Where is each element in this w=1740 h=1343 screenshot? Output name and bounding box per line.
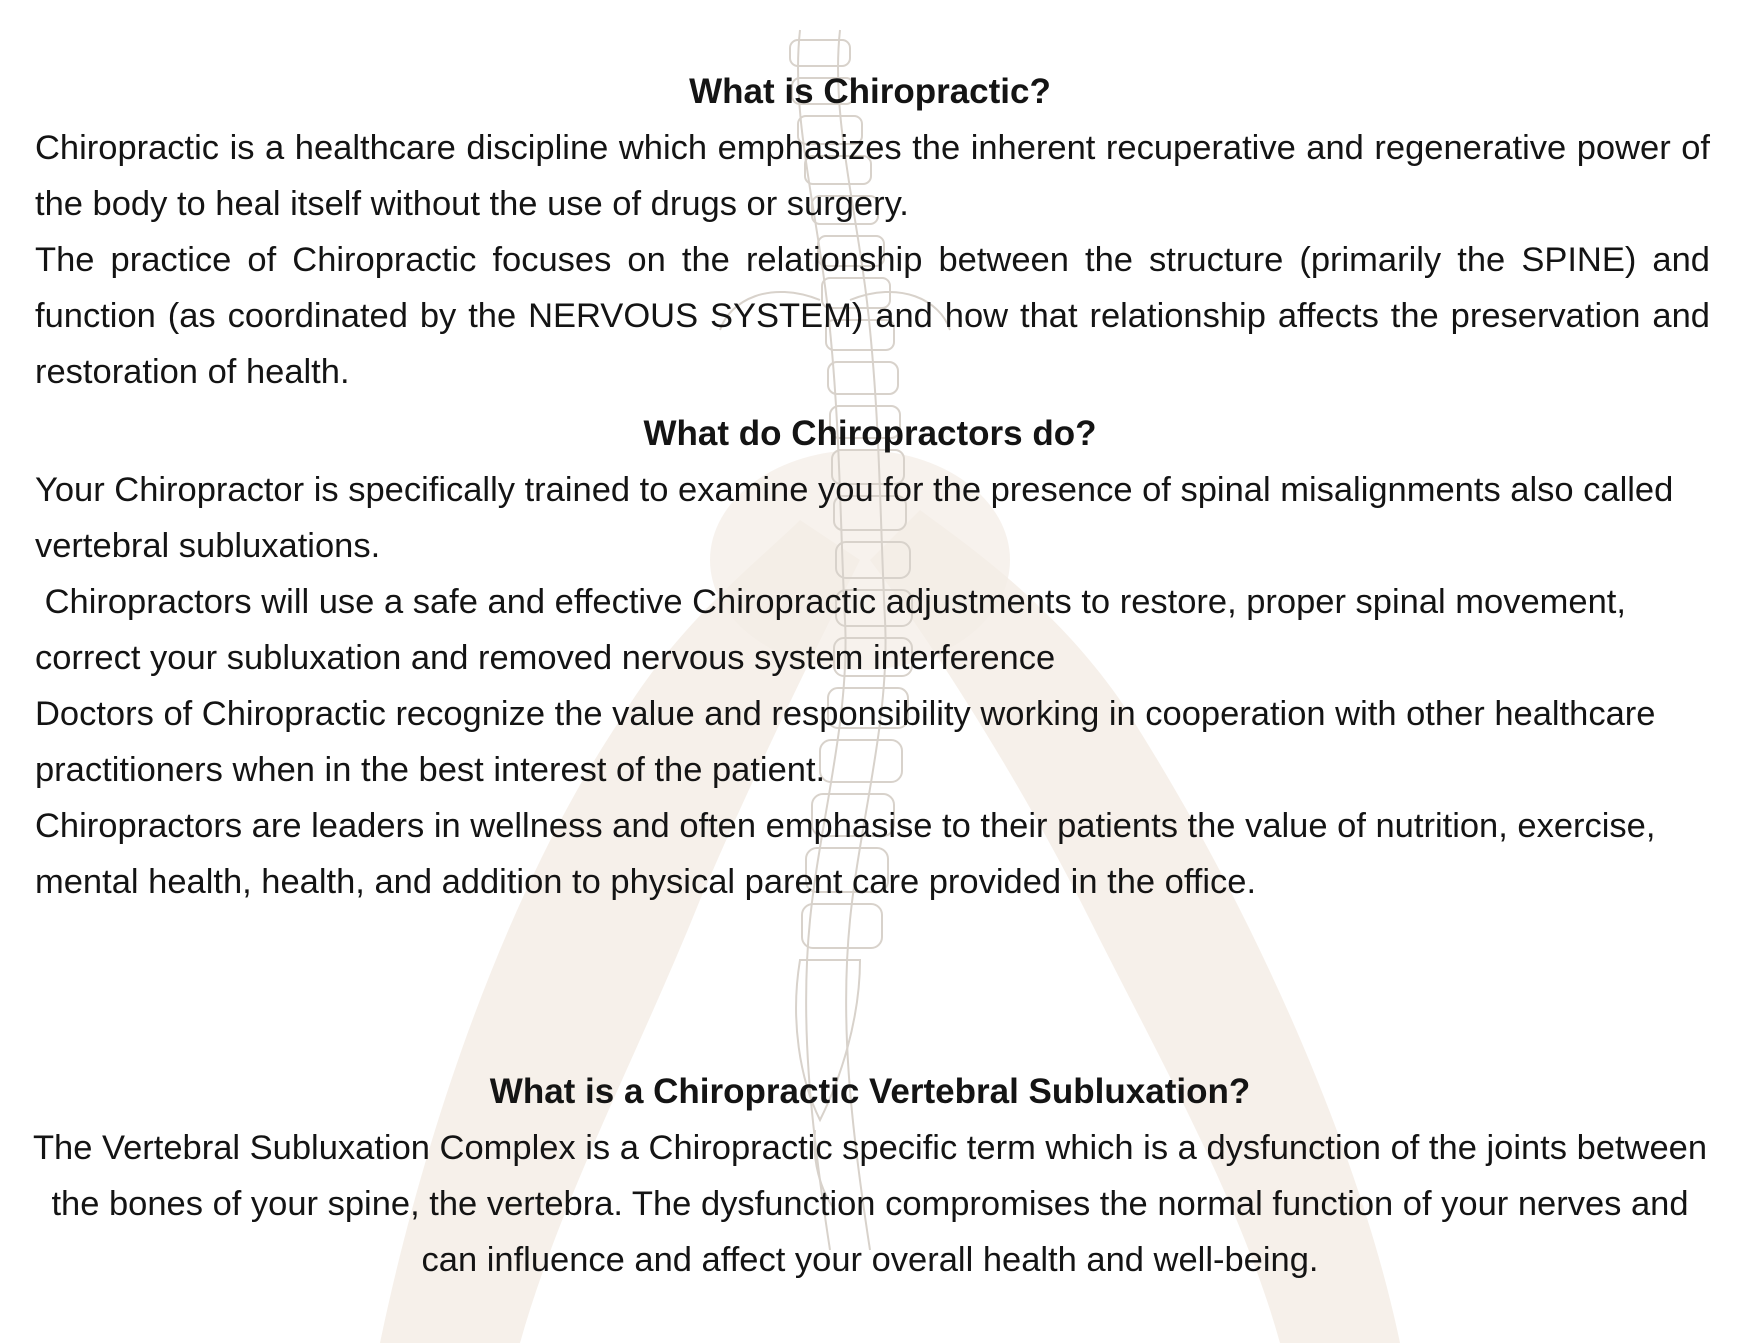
section-heading-what-do-chiropractors-do: What do Chiropractors do? (643, 414, 1097, 453)
paragraph-cooperation: Doctors of Chiropractic recognize the value and responsibility working in cooperation with other healthcare practitioners when in the best interest of the patient. (35, 695, 1656, 789)
section-heading-what-is-chiropractic: What is Chiropractic? (689, 72, 1051, 111)
paragraph-chiropractor-training: Your Chiropractor is specifically trained to examine you for the presence of spinal misalignments also called vertebral subluxations. (35, 471, 1674, 565)
section-heading-vertebral-subluxation: What is a Chiropractic Vertebral Subluxation? (489, 1072, 1251, 1111)
paragraph-chiropractic-adjustments: Chiropractors will use a safe and effective Chiropractic adjustments to restore, proper spinal movement, correct your subluxation and removed nervous system interference (35, 583, 1636, 677)
paragraph-chiropractic-practice: The practice of Chiropractic focuses on the relationship between the structure (primarily the SPINE) and function (as coordinated by the NERVOUS SYSTEM) and how that relationship affects the preservation and restoration of health. (35, 241, 1710, 391)
paragraph-chiropractic-definition: Chiropractic is a healthcare discipline which emphasizes the inherent recuperative and regenerative power of the body to heal itself without the use of drugs or surgery. (35, 129, 1710, 223)
paragraph-subluxation-complex: The Vertebral Subluxation Complex is a Chiropractic specific term which is a dysfunction of the joints between the bones of your spine, the vertebra. The dysfunction compromises the normal function of your nerves and can influence and affect your overall health and well-being. (32, 1129, 1708, 1279)
paragraph-wellness: Chiropractors are leaders in wellness and often emphasise to their patients the value of nutrition, exercise, mental health, health, and addition to physical parent care provided in the office. (35, 807, 1656, 901)
